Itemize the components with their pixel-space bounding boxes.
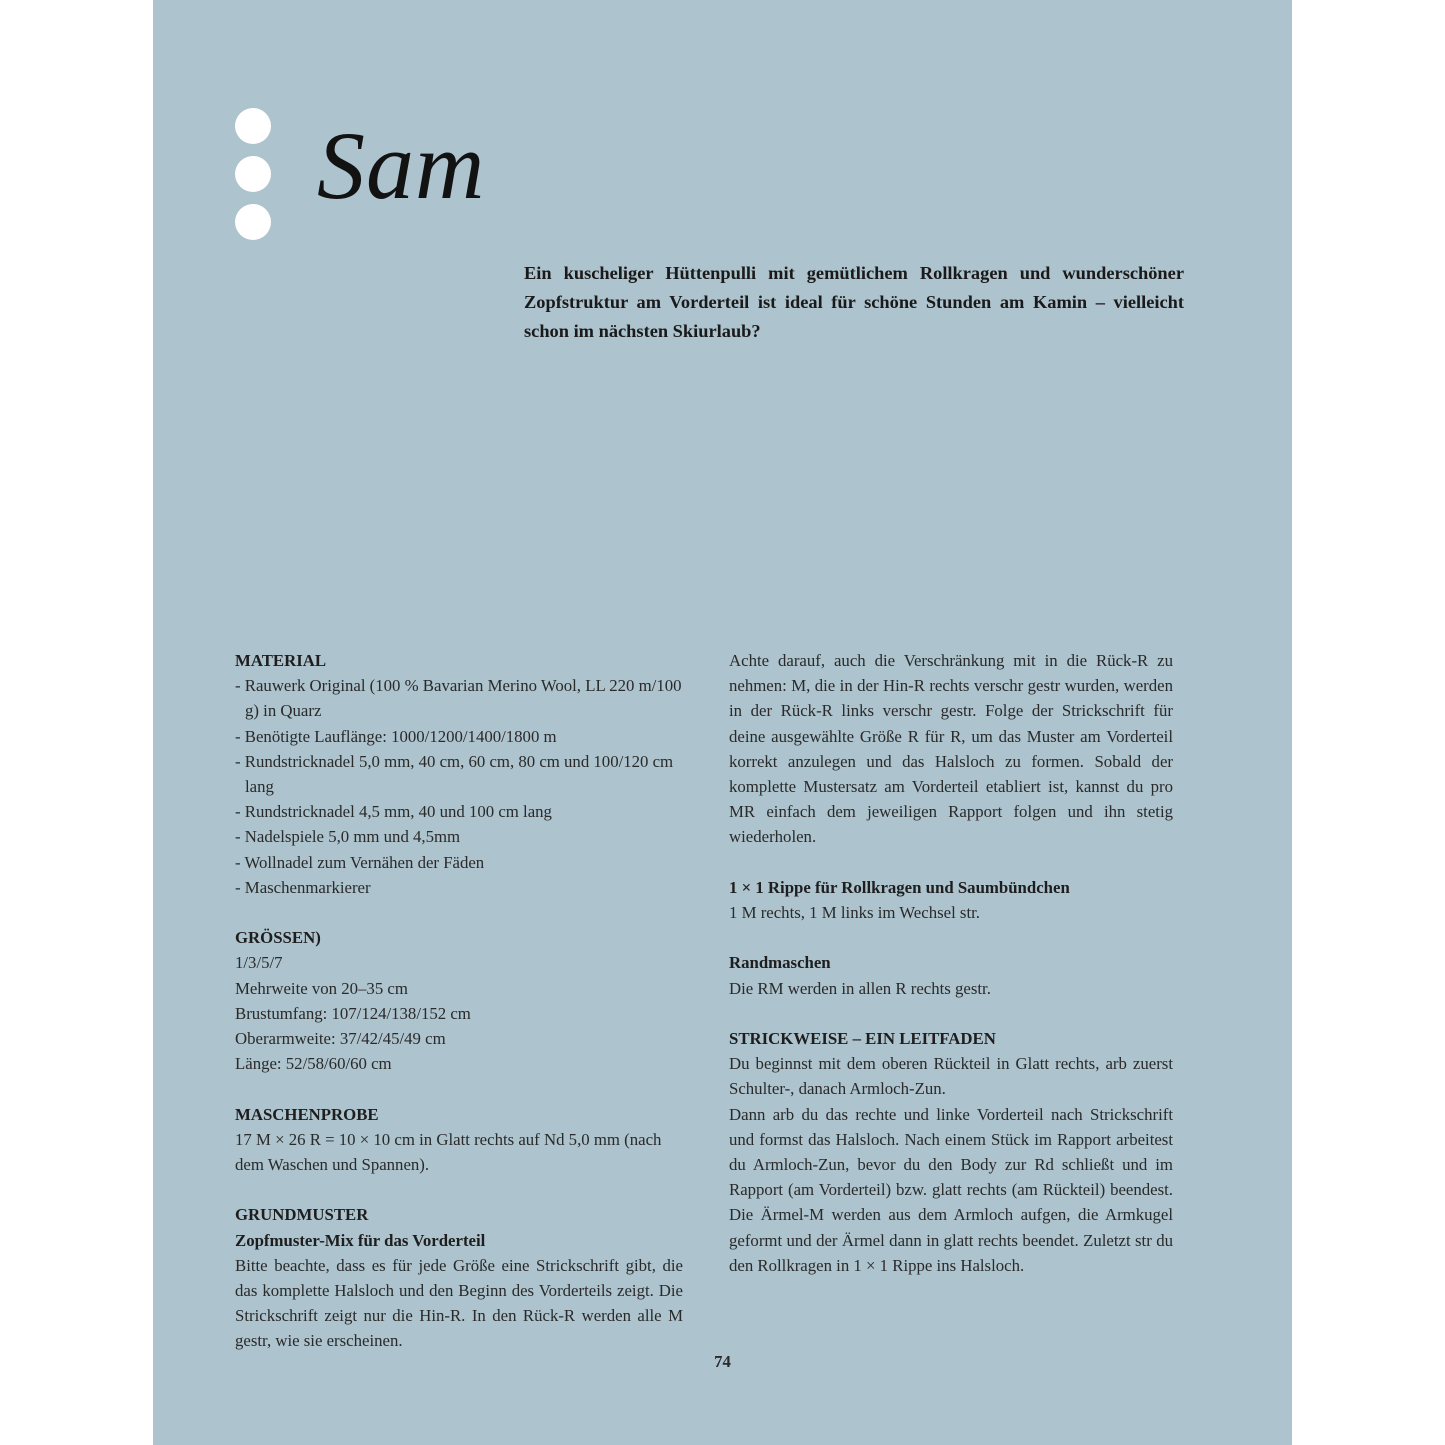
rippe-section xyxy=(729,875,1173,925)
page-number: 74 xyxy=(714,1352,731,1371)
strickweise-section xyxy=(729,1026,1173,1278)
dot-icon xyxy=(235,108,271,144)
groessen-section xyxy=(235,925,683,1076)
list-item: - Nadelspiele 5,0 mm und 4,5mm xyxy=(235,827,461,847)
list-item: - Rauwerk Original (100 % Bavarian Merino Wool, LL 220 m/100 g) in Quarz xyxy=(235,676,682,721)
grundmuster-section xyxy=(235,1202,683,1353)
grundmuster-continued-text: Achte darauf, auch die Verschränkung mit in die Rück-R zu nehmen: M, die in der Hin-R rechts verschr gestr wurden, werden in der Rück-R links verschr gestr. Folge der Strickschrift für deine ausgewählte Größe R für R, um das Muster am Vorderteil korrekt anzulegen und das Halsloch zu formen. Sobald der komplette Mustersatz am Vorderteil etabliert ist, kannst du pro MR einfach dem jeweiligen Rapport folgen und ihn stetig wiederholen. xyxy=(729,651,1173,847)
list-item: - Benötigte Lauflänge: 1000/1200/1400/1800 m xyxy=(235,726,557,746)
material-list xyxy=(235,673,683,900)
maschenprobe-text: 17 M × 26 R = 10 × 10 cm in Glatt rechts auf Nd 5,0 mm (nach dem Waschen und Spannen). xyxy=(235,1129,662,1175)
grundmuster-subheading: Zopfmuster-Mix für das Vorderteil xyxy=(235,1230,486,1250)
randmaschen-text: Die RM werden in allen R rechts gestr. xyxy=(729,978,991,998)
size-line: Länge: 52/58/60/60 cm xyxy=(235,1054,392,1074)
size-line: Mehrweite von 20–35 cm xyxy=(235,978,408,998)
dot-icon xyxy=(235,204,271,240)
strickweise-heading: STRICKWEISE – EIN LEITFADEN xyxy=(729,1029,996,1048)
size-line: 1/3/5/7 xyxy=(235,953,283,973)
randmaschen-section xyxy=(729,950,1173,1000)
list-item: - Rundstricknadel 4,5 mm, 40 und 100 cm lang xyxy=(235,802,552,822)
grundmuster-heading: GRUNDMUSTER xyxy=(235,1205,369,1225)
rippe-heading: 1 × 1 Rippe für Rollkragen und Saumbündchen xyxy=(729,877,1070,897)
list-item: - Rundstricknadel 5,0 mm, 40 cm, 60 cm, 80 cm und 100/120 cm lang xyxy=(235,751,674,797)
grundmuster-text: Bitte beachte, dass es für jede Größe eine Strickschrift gibt, die das komplette Halsloch und den Beginn des Vorderteils zeigt. Die Strickschrift zeigt nur die Hin-R. In den Rück-R werden alle M gestr, wie sie erscheinen. xyxy=(235,1255,683,1351)
size-line: Brustumfang: 107/124/138/152 cm xyxy=(235,1003,471,1023)
list-item: - Maschenmarkierer xyxy=(235,877,371,897)
maschenprobe-heading: MASCHENPROBE xyxy=(235,1104,379,1124)
strickweise-paragraph-1: Du beginnst mit dem oberen Rückteil in Glatt rechts, arb zuerst Schulter-, danach Armloch-Zun. xyxy=(729,1054,1173,1099)
decorative-dots xyxy=(235,108,271,252)
page-title: Sam xyxy=(317,112,486,219)
strickweise-paragraph-2: Dann arb du das rechte und linke Vorderteil nach Strickschrift und formst das Halsloch. Nach einem Stück im Rapport arbeitest du Armloch-Zun, bevor du den Body zur Rd schließt und im Rapport (am Vorderteil) bzw. glatt rechts (am Rückteil) beendest. Die Ärmel-M werden aus dem Armloch aufgen, die Armkugel geformt und der Ärmel dann in glatt rechts beendet. Zuletzt str du den Rollkragen in 1 × 1 Rippe ins Halsloch. xyxy=(729,1104,1173,1275)
groessen-heading: GRÖSSEN) xyxy=(235,928,321,948)
intro-text: Ein kuscheliger Hüttenpulli mit gemütlichem Rollkragen und wunderschöner Zopfstruktur am Vorderteil ist ideal für schöne Stunden am Kamin – vielleicht schon im nächsten Skiurlaub? xyxy=(524,263,1184,341)
right-column xyxy=(729,648,1173,1278)
grundmuster-continued-section xyxy=(729,648,1173,850)
material-section xyxy=(235,648,683,900)
rippe-text: 1 M rechts, 1 M links im Wechsel str. xyxy=(729,903,980,923)
dot-icon xyxy=(235,156,271,192)
randmaschen-heading: Randmaschen xyxy=(729,953,831,973)
left-column xyxy=(235,648,683,1354)
list-item: - Wollnadel zum Vernähen der Fäden xyxy=(235,852,485,872)
material-heading: MATERIAL xyxy=(235,651,327,670)
maschenprobe-section xyxy=(235,1102,683,1178)
size-line: Oberarmweite: 37/42/45/49 cm xyxy=(235,1029,446,1049)
book-page xyxy=(153,0,1292,1445)
